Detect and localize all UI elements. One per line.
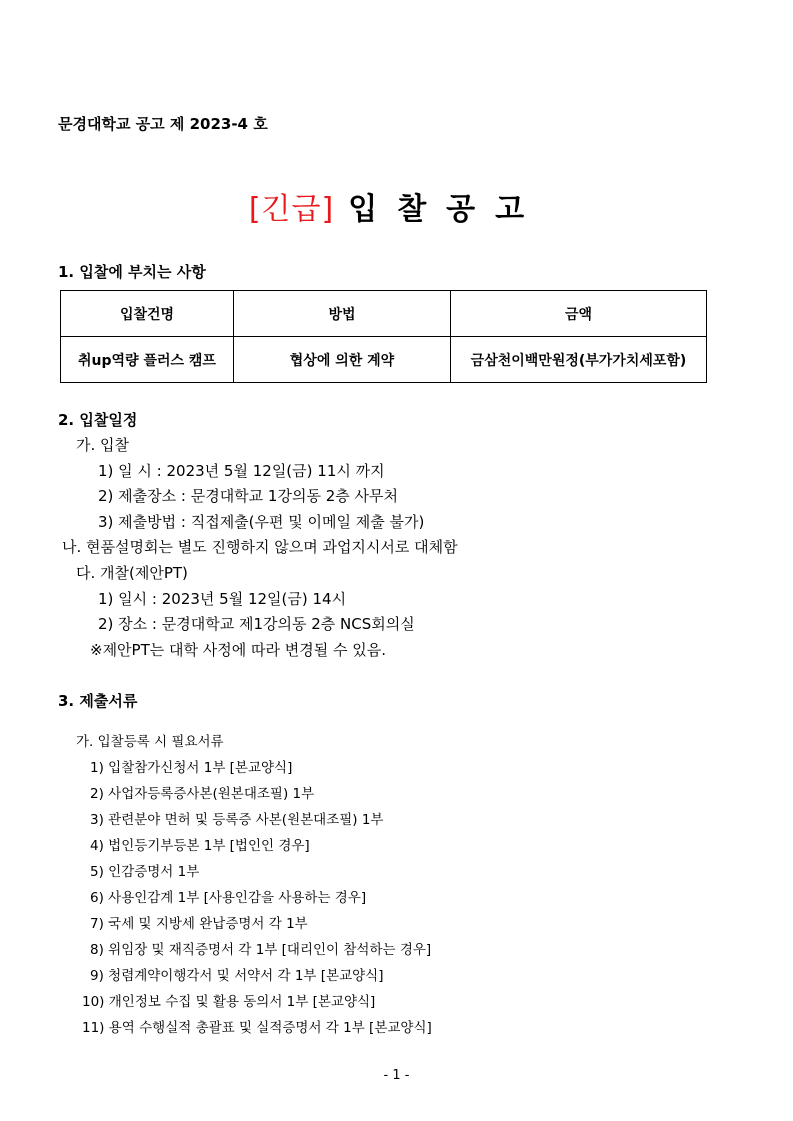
section3-heading: 3. 제출서류 — [58, 692, 138, 710]
table-row — [61, 337, 707, 383]
list-item: 10) 개인정보 수집 및 활용 동의서 1부 [본교양식] — [82, 994, 376, 1010]
table-cell: 취up역량 플러스 캠프 — [61, 337, 234, 383]
list-item: 1) 일 시 : 2023년 5월 12일(금) 11시 까지 — [98, 462, 385, 480]
section2-heading: 2. 입찰일정 — [58, 411, 138, 429]
list-item: 2) 제출장소 : 문경대학교 1강의동 2층 사무처 — [98, 487, 398, 505]
table-header: 금액 — [451, 291, 707, 337]
schedule-item-ga: 가. 입찰 — [76, 436, 130, 454]
page-number: - 1 - — [383, 1068, 410, 1083]
schedule-item-na: 나. 현품설명회는 별도 진행하지 않으며 과업지시서로 대체함 — [62, 538, 458, 556]
list-item: 3) 관련분야 면허 및 등록증 사본(원본대조필) 1부 — [90, 812, 384, 828]
list-item: 1) 일시 : 2023년 5월 12일(금) 14시 — [98, 590, 347, 608]
bid-table — [60, 290, 707, 383]
list-item: 11) 용역 수행실적 총괄표 및 실적증명서 각 1부 [본교양식] — [82, 1020, 432, 1036]
table-cell: 금삼천이백만원정(부가가치세포함) — [451, 337, 707, 383]
list-item: 6) 사용인감계 1부 [사용인감을 사용하는 경우] — [90, 890, 367, 906]
note: ※제안PT는 대학 사정에 따라 변경될 수 있음. — [90, 641, 386, 659]
table-header: 방법 — [234, 291, 451, 337]
documents-subheading: 가. 입찰등록 시 필요서류 — [76, 734, 224, 750]
table-header: 입찰건명 — [61, 291, 234, 337]
title-main: 입찰공고 — [348, 192, 545, 227]
section1-heading: 1. 입찰에 부치는 사항 — [58, 263, 206, 281]
list-item: 2) 장소 : 문경대학교 제1강의동 2층 NCS회의실 — [98, 615, 415, 633]
table-header-row — [61, 291, 707, 337]
list-item: 8) 위임장 및 재직증명서 각 1부 [대리인이 참석하는 경우] — [90, 942, 432, 958]
urgent-label: [긴급] — [248, 192, 335, 227]
list-item: 9) 청렴계약이행각서 및 서약서 각 1부 [본교양식] — [90, 968, 384, 984]
list-item: 4) 법인등기부등본 1부 [법인인 경우] — [90, 838, 310, 854]
page-title — [0, 184, 793, 228]
list-item: 1) 입찰참가신청서 1부 [본교양식] — [90, 760, 293, 776]
list-item: 5) 인감증명서 1부 — [90, 864, 200, 880]
list-item: 2) 사업자등록증사본(원본대조필) 1부 — [90, 786, 315, 802]
schedule-item-da: 다. 개찰(제안PT) — [76, 564, 188, 582]
list-item: 3) 제출방법 : 직접제출(우편 및 이메일 제출 불가) — [98, 513, 425, 531]
table-cell: 협상에 의한 계약 — [234, 337, 451, 383]
list-item: 7) 국세 및 지방세 완납증명서 각 1부 — [90, 916, 308, 932]
notice-number: 문경대학교 공고 제 2023-4 호 — [58, 115, 268, 133]
